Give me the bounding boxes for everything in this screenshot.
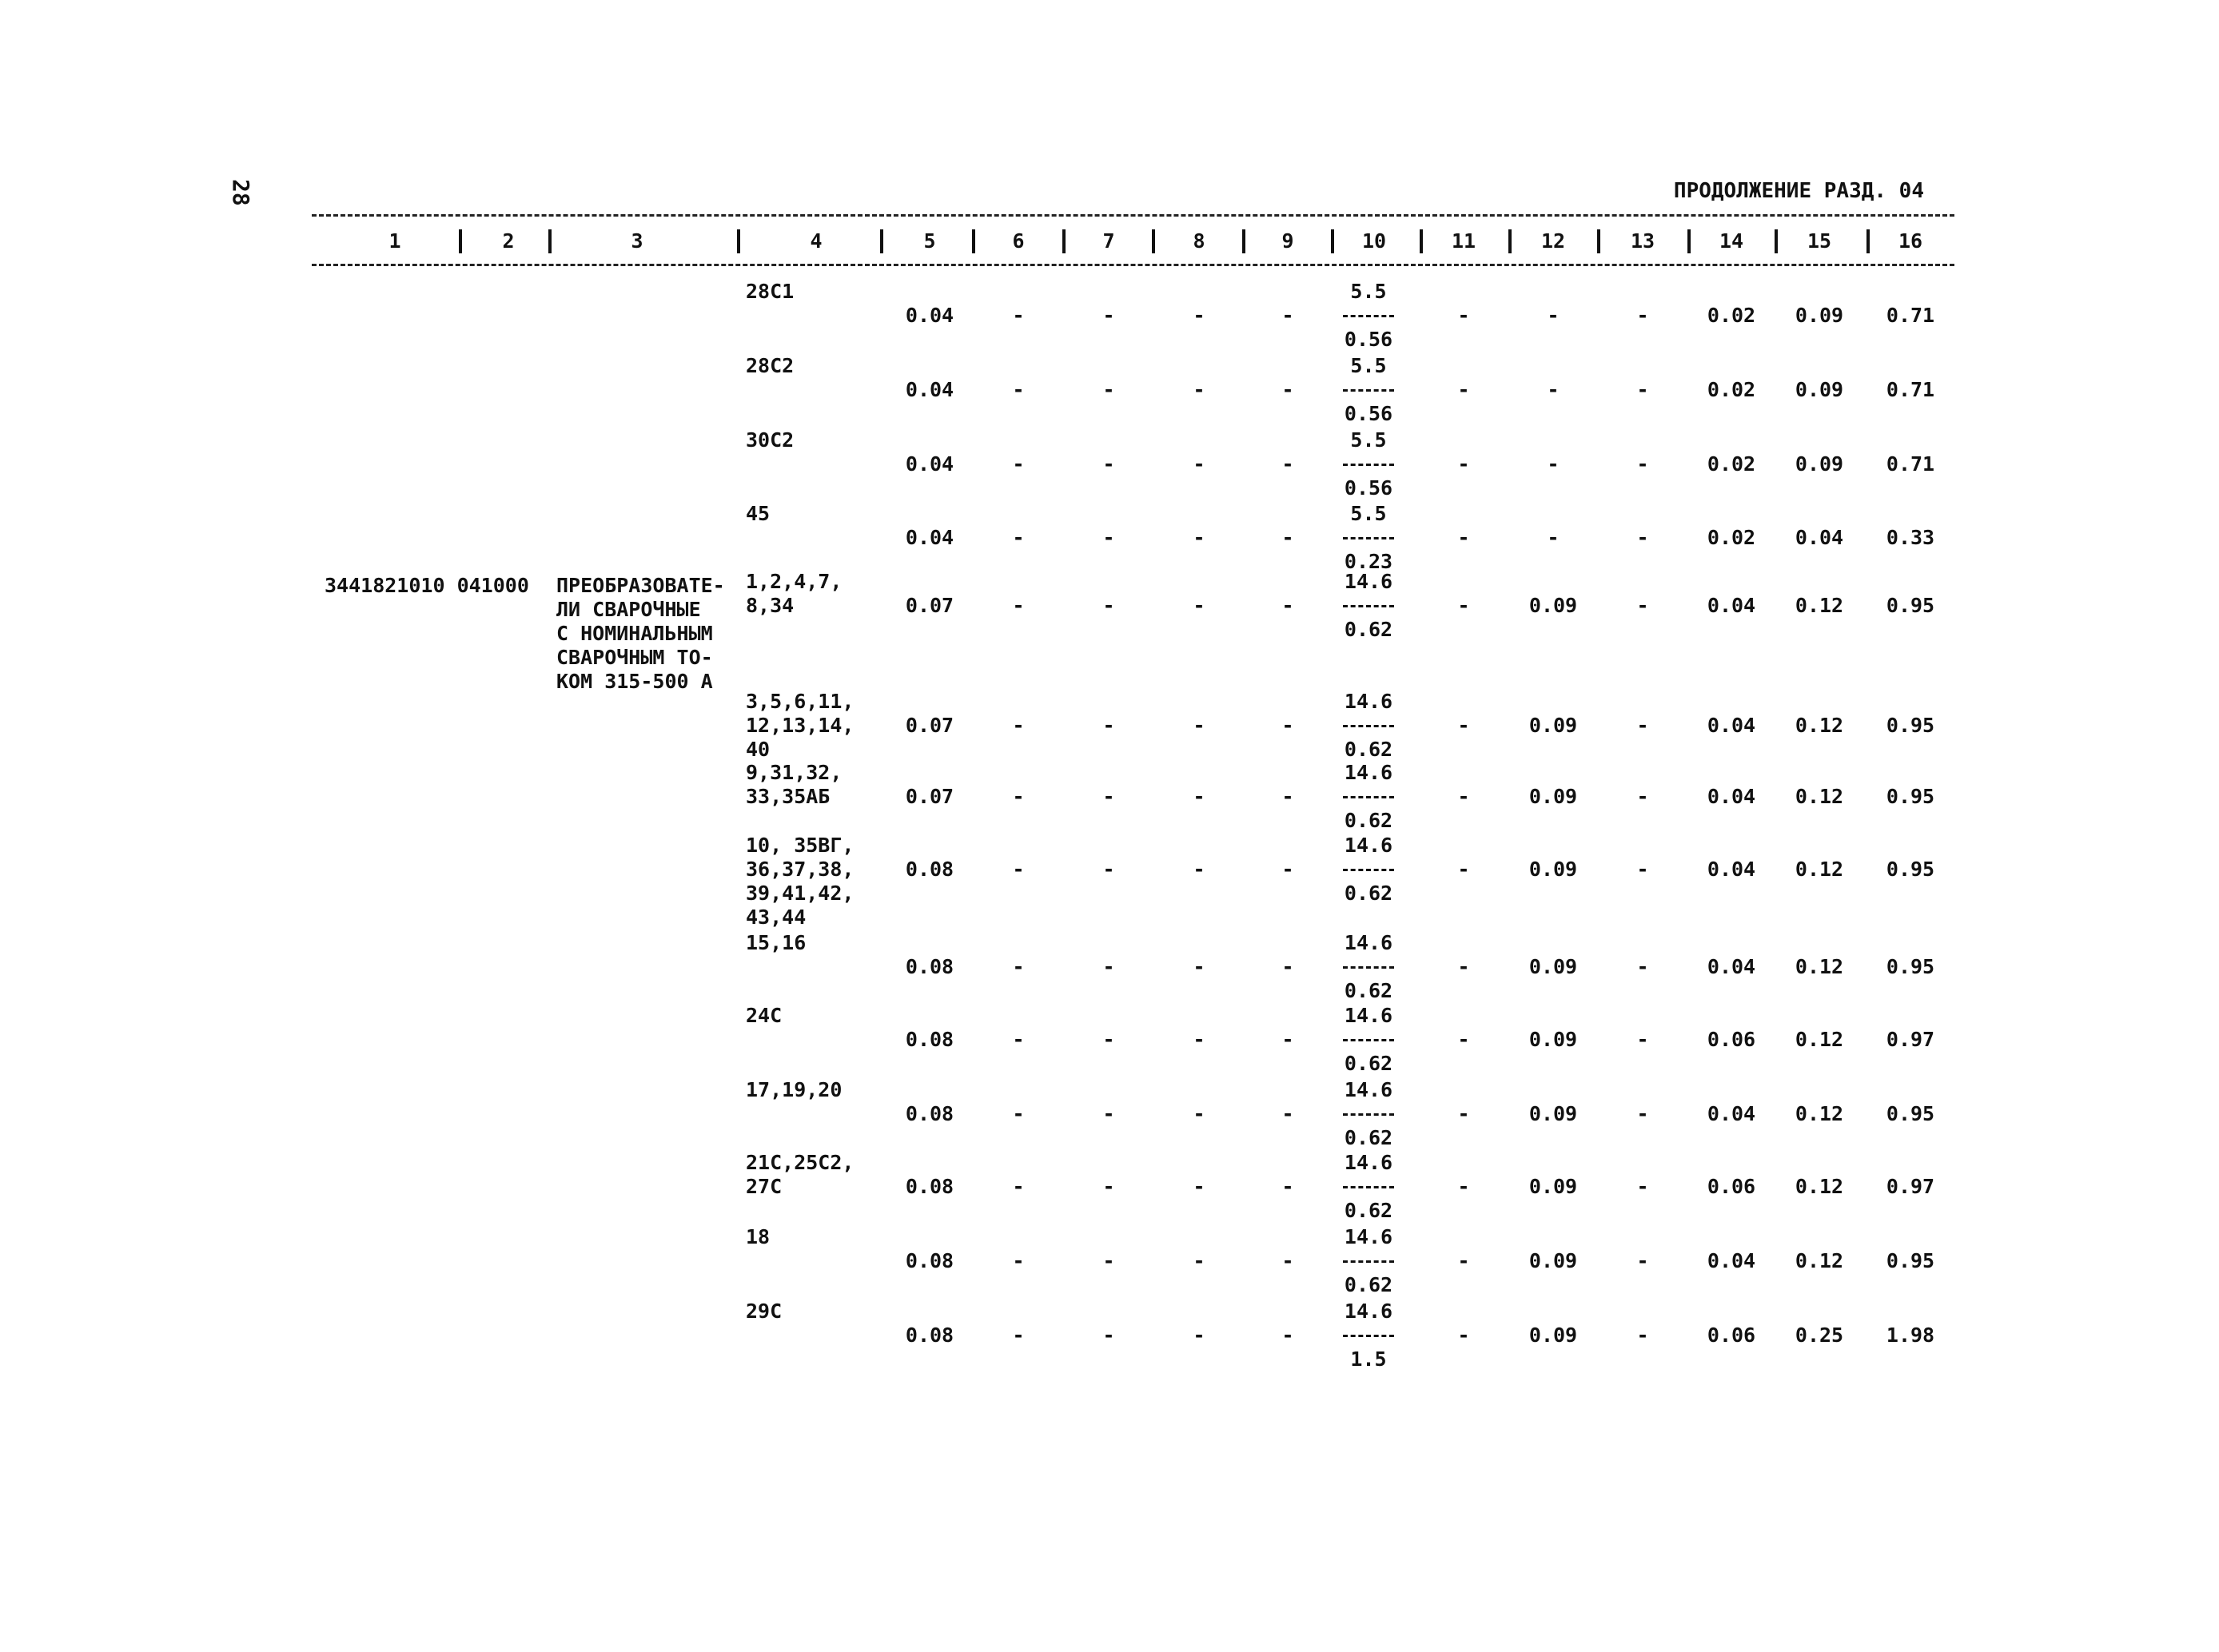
cell-col6: -: [1012, 955, 1025, 978]
cell-col5: 0.07: [905, 785, 954, 808]
cell-col15: 0.09: [1795, 378, 1844, 401]
column-header: 4: [810, 229, 823, 253]
column-header: 11: [1451, 229, 1476, 253]
fraction-denominator: 0.56: [1344, 402, 1393, 425]
cell-col5: 0.04: [905, 526, 954, 549]
fraction-denominator: 0.62: [1344, 979, 1393, 1002]
cell-col9: -: [1281, 526, 1294, 549]
cell-col11: -: [1457, 955, 1470, 978]
row-type-label: 9,31,32,: [746, 761, 843, 784]
column-header: 13: [1630, 229, 1655, 253]
cell-col8: -: [1193, 785, 1205, 808]
cell-col15: 0.12: [1795, 1249, 1844, 1272]
cell-col10-fraction: [1340, 428, 1397, 500]
fraction-bar: [1340, 1028, 1397, 1052]
cell-col14: 0.04: [1707, 785, 1756, 808]
cell-col5: 0.08: [905, 1175, 954, 1198]
cell-col14: 0.04: [1707, 594, 1756, 617]
cell-col5: 0.08: [905, 955, 954, 978]
column-separator: [737, 229, 740, 253]
cell-col11: -: [1457, 1324, 1470, 1347]
cell-col13: -: [1636, 1028, 1649, 1051]
group-name-line: С НОМИНАЛЬНЫМ: [556, 622, 713, 645]
cell-col11: -: [1457, 378, 1470, 401]
cell-col11: -: [1457, 452, 1470, 476]
cell-col12: 0.09: [1528, 714, 1578, 737]
cell-col8: -: [1193, 1324, 1205, 1347]
cell-col8: -: [1193, 594, 1205, 617]
column-separator: [1775, 229, 1778, 253]
fraction-numerator: 5.5: [1350, 502, 1387, 525]
cell-col15: 0.12: [1795, 1175, 1844, 1198]
cell-col6: -: [1012, 1324, 1025, 1347]
column-separator: [880, 229, 883, 253]
fraction-denominator: 0.62: [1344, 1126, 1393, 1149]
cell-col16: 0.33: [1886, 526, 1935, 549]
cell-col7: -: [1102, 1028, 1115, 1051]
fraction-denominator: 0.62: [1344, 1052, 1393, 1075]
cell-col13: -: [1636, 378, 1649, 401]
cell-col14: 0.06: [1707, 1028, 1756, 1051]
cell-col6: -: [1012, 714, 1025, 737]
fraction-denominator: 0.62: [1344, 1199, 1393, 1222]
column-header: 7: [1102, 229, 1115, 253]
fraction-denominator: 0.56: [1344, 328, 1393, 351]
cell-col9: -: [1281, 1324, 1294, 1347]
row-type-label: 15,16: [746, 931, 807, 954]
fraction-bar: [1340, 858, 1397, 882]
cell-col13: -: [1636, 858, 1649, 881]
column-header: 3: [631, 229, 643, 253]
cell-col11: -: [1457, 1175, 1470, 1198]
cell-col7: -: [1102, 304, 1115, 327]
cell-col15: 0.25: [1795, 1324, 1844, 1347]
cell-col10-fraction: [1340, 761, 1397, 833]
column-separator: [1508, 229, 1512, 253]
cell-col12: 0.09: [1528, 1175, 1578, 1198]
cell-col6: -: [1012, 304, 1025, 327]
cell-col15: 0.04: [1795, 526, 1844, 549]
cell-col10-fraction: [1340, 1151, 1397, 1223]
cell-col9: -: [1281, 858, 1294, 881]
row-type-label: 21С,25С2,: [746, 1151, 855, 1174]
cell-col13: -: [1636, 785, 1649, 808]
fraction-numerator: 14.6: [1344, 1004, 1393, 1027]
cell-col14: 0.04: [1707, 1102, 1756, 1125]
section-title: ПРОДОЛЖЕНИЕ РАЗД. 04: [1673, 179, 1924, 203]
group-name-line: КОМ 315-500 А: [556, 670, 713, 693]
cell-col8: -: [1193, 1175, 1205, 1198]
cell-col16: 0.95: [1886, 1249, 1935, 1272]
cell-col10-fraction: [1340, 280, 1397, 352]
cell-col10-fraction: [1340, 1300, 1397, 1371]
cell-col16: 0.95: [1886, 594, 1935, 617]
row-type-label: 36,37,38,: [746, 858, 855, 881]
column-separator: [972, 229, 975, 253]
cell-col13: -: [1636, 304, 1649, 327]
fraction-bar: [1340, 1249, 1397, 1273]
cell-col14: 0.02: [1707, 378, 1756, 401]
fraction-numerator: 14.6: [1344, 1151, 1393, 1174]
row-type-label: 8,34: [746, 594, 795, 617]
fraction-bar: [1340, 526, 1397, 550]
cell-col15: 0.12: [1795, 594, 1844, 617]
cell-col8: -: [1193, 1102, 1205, 1125]
cell-col6: -: [1012, 1249, 1025, 1272]
row-type-label: 24С: [746, 1004, 783, 1027]
cell-col11: -: [1457, 594, 1470, 617]
cell-col15: 0.12: [1795, 1102, 1844, 1125]
fraction-numerator: 14.6: [1344, 1078, 1393, 1101]
cell-col9: -: [1281, 1249, 1294, 1272]
row-type-label: 40: [746, 738, 771, 761]
column-header: 15: [1807, 229, 1832, 253]
fraction-bar: [1340, 452, 1397, 476]
fraction-numerator: 14.6: [1344, 1225, 1393, 1248]
cell-col11: -: [1457, 1249, 1470, 1272]
fraction-numerator: 5.5: [1350, 280, 1387, 303]
cell-col9: -: [1281, 594, 1294, 617]
cell-col16: 0.95: [1886, 955, 1935, 978]
cell-col12: 0.09: [1528, 1102, 1578, 1125]
fraction-denominator: 0.62: [1344, 738, 1393, 761]
fraction-bar: [1340, 304, 1397, 328]
cell-col5: 0.08: [905, 1249, 954, 1272]
cell-col16: 0.97: [1886, 1028, 1935, 1051]
cell-col11: -: [1457, 858, 1470, 881]
column-header: 5: [923, 229, 936, 253]
cell-col12: 0.09: [1528, 955, 1578, 978]
cell-col13: -: [1636, 955, 1649, 978]
cell-col5: 0.04: [905, 452, 954, 476]
cell-col15: 0.12: [1795, 714, 1844, 737]
row-type-label: 3,5,6,11,: [746, 690, 855, 713]
fraction-numerator: 14.6: [1344, 690, 1393, 713]
cell-col10-fraction: [1340, 834, 1397, 906]
row-type-label: 33,35АБ: [746, 785, 831, 808]
row-type-label: 30С2: [746, 428, 795, 452]
cell-col15: 0.09: [1795, 452, 1844, 476]
cell-col15: 0.12: [1795, 955, 1844, 978]
fraction-bar: [1340, 714, 1397, 738]
row-type-label: 10, 35ВГ,: [746, 834, 855, 857]
cell-col6: -: [1012, 594, 1025, 617]
fraction-denominator: 0.23: [1344, 550, 1393, 573]
cell-col12: 0.09: [1528, 594, 1578, 617]
cell-col7: -: [1102, 1249, 1115, 1272]
column-header: 9: [1281, 229, 1294, 253]
column-header: 14: [1719, 229, 1744, 253]
cell-col7: -: [1102, 1102, 1115, 1125]
cell-col11: -: [1457, 714, 1470, 737]
cell-col7: -: [1102, 526, 1115, 549]
fraction-denominator: 0.56: [1344, 476, 1393, 500]
cell-col11: -: [1457, 785, 1470, 808]
row-type-label: 1,2,4,7,: [746, 570, 843, 593]
column-separator: [1331, 229, 1334, 253]
cell-col9: -: [1281, 1175, 1294, 1198]
cell-col8: -: [1193, 526, 1205, 549]
cell-col5: 0.08: [905, 858, 954, 881]
cell-col12: -: [1547, 378, 1560, 401]
cell-col13: -: [1636, 1175, 1649, 1198]
row-type-label: 17,19,20: [746, 1078, 843, 1101]
fraction-denominator: 0.62: [1344, 618, 1393, 641]
cell-col8: -: [1193, 858, 1205, 881]
cell-col16: 0.95: [1886, 858, 1935, 881]
cell-col11: -: [1457, 304, 1470, 327]
row-type-label: 12,13,14,: [746, 714, 855, 737]
fraction-bar: [1340, 594, 1397, 618]
cell-col13: -: [1636, 1324, 1649, 1347]
cell-col8: -: [1193, 955, 1205, 978]
column-separator: [1420, 229, 1423, 253]
cell-col5: 0.07: [905, 594, 954, 617]
fraction-bar: [1340, 1102, 1397, 1126]
group-name-line: СВАРОЧНЫМ ТО-: [556, 646, 713, 669]
cell-col7: -: [1102, 785, 1115, 808]
cell-col9: -: [1281, 785, 1294, 808]
fraction-numerator: 14.6: [1344, 570, 1393, 593]
column-header: 10: [1361, 229, 1387, 253]
column-separator: [548, 229, 552, 253]
cell-col16: 0.95: [1886, 785, 1935, 808]
cell-col7: -: [1102, 1324, 1115, 1347]
cell-col16: 0.71: [1886, 452, 1935, 476]
cell-col14: 0.04: [1707, 858, 1756, 881]
cell-col13: -: [1636, 526, 1649, 549]
column-separator: [1866, 229, 1870, 253]
cell-col9: -: [1281, 714, 1294, 737]
cell-col12: 0.09: [1528, 1249, 1578, 1272]
cell-col6: -: [1012, 785, 1025, 808]
cell-col7: -: [1102, 378, 1115, 401]
fraction-numerator: 5.5: [1350, 354, 1387, 377]
cell-col6: -: [1012, 1175, 1025, 1198]
cell-col14: 0.06: [1707, 1324, 1756, 1347]
cell-col8: -: [1193, 452, 1205, 476]
cell-col7: -: [1102, 714, 1115, 737]
cell-col10-fraction: [1340, 690, 1397, 762]
cell-col8: -: [1193, 304, 1205, 327]
cell-col11: -: [1457, 1102, 1470, 1125]
fraction-numerator: 5.5: [1350, 428, 1387, 452]
cell-col6: -: [1012, 1028, 1025, 1051]
cell-col16: 1.98: [1886, 1324, 1935, 1347]
cell-col12: 0.09: [1528, 785, 1578, 808]
cell-col6: -: [1012, 452, 1025, 476]
cell-col16: 0.71: [1886, 378, 1935, 401]
cell-col7: -: [1102, 858, 1115, 881]
cell-col6: -: [1012, 526, 1025, 549]
row-type-label: 18: [746, 1225, 771, 1248]
group-name-line: ЛИ СВАРОЧНЫЕ: [556, 598, 701, 621]
cell-col9: -: [1281, 955, 1294, 978]
column-separator: [459, 229, 462, 253]
cell-col13: -: [1636, 1102, 1649, 1125]
cell-col14: 0.04: [1707, 1249, 1756, 1272]
fraction-numerator: 14.6: [1344, 834, 1393, 857]
cell-col11: -: [1457, 526, 1470, 549]
row-type-label: 43,44: [746, 906, 807, 929]
cell-col5: 0.08: [905, 1102, 954, 1125]
cell-col12: -: [1547, 526, 1560, 549]
page-number: 28: [228, 179, 254, 206]
column-separator: [1687, 229, 1691, 253]
fraction-bar: [1340, 1324, 1397, 1347]
cell-col12: 0.09: [1528, 858, 1578, 881]
column-separator: [1062, 229, 1066, 253]
group-name-line: ПРЕОБРАЗОВАТЕ-: [556, 574, 725, 597]
cell-col6: -: [1012, 858, 1025, 881]
column-header: 1: [388, 229, 401, 253]
row-type-label: 39,41,42,: [746, 882, 855, 905]
cell-col11: -: [1457, 1028, 1470, 1051]
cell-col5: 0.04: [905, 378, 954, 401]
cell-col9: -: [1281, 1102, 1294, 1125]
row-type-label: 28С2: [746, 354, 795, 377]
cell-col5: 0.08: [905, 1324, 954, 1347]
cell-col5: 0.08: [905, 1028, 954, 1051]
cell-col12: -: [1547, 452, 1560, 476]
fraction-denominator: 0.62: [1344, 809, 1393, 832]
row-type-label: 29С: [746, 1300, 783, 1323]
cell-col7: -: [1102, 452, 1115, 476]
fraction-denominator: 0.62: [1344, 1273, 1393, 1296]
cell-col10-fraction: [1340, 931, 1397, 1003]
cell-col15: 0.12: [1795, 1028, 1844, 1051]
column-separator: [1152, 229, 1155, 253]
fraction-bar: [1340, 955, 1397, 979]
cell-col5: 0.04: [905, 304, 954, 327]
column-header: 2: [502, 229, 515, 253]
cell-col7: -: [1102, 1175, 1115, 1198]
fraction-bar: [1340, 1175, 1397, 1199]
cell-col6: -: [1012, 1102, 1025, 1125]
fraction-bar: [1340, 785, 1397, 809]
cell-col14: 0.02: [1707, 452, 1756, 476]
cell-col10-fraction: [1340, 1225, 1397, 1297]
cell-col10-fraction: [1340, 354, 1397, 426]
cell-col10-fraction: [1340, 502, 1397, 574]
cell-col7: -: [1102, 594, 1115, 617]
cell-col14: 0.02: [1707, 526, 1756, 549]
column-header: 8: [1193, 229, 1205, 253]
fraction-denominator: 0.62: [1344, 882, 1393, 905]
cell-col13: -: [1636, 714, 1649, 737]
cell-col13: -: [1636, 452, 1649, 476]
cell-col10-fraction: [1340, 1078, 1397, 1150]
column-separator: [1242, 229, 1245, 253]
cell-col16: 0.95: [1886, 1102, 1935, 1125]
fraction-bar: [1340, 378, 1397, 402]
cell-col12: -: [1547, 304, 1560, 327]
cell-col7: -: [1102, 955, 1115, 978]
cell-col15: 0.12: [1795, 785, 1844, 808]
cell-col9: -: [1281, 378, 1294, 401]
cell-col16: 0.97: [1886, 1175, 1935, 1198]
cell-col14: 0.04: [1707, 955, 1756, 978]
cell-col8: -: [1193, 714, 1205, 737]
cell-col10-fraction: [1340, 1004, 1397, 1076]
fraction-numerator: 14.6: [1344, 1300, 1393, 1323]
cell-col16: 0.95: [1886, 714, 1935, 737]
cell-col8: -: [1193, 378, 1205, 401]
cell-col15: 0.09: [1795, 304, 1844, 327]
cell-col8: -: [1193, 1028, 1205, 1051]
column-header: 6: [1012, 229, 1025, 253]
cell-col15: 0.12: [1795, 858, 1844, 881]
cell-col9: -: [1281, 452, 1294, 476]
column-header: 12: [1540, 229, 1566, 253]
row-type-label: 28С1: [746, 280, 795, 303]
cell-col10-fraction: [1340, 570, 1397, 642]
table-top-rule: [312, 214, 1954, 217]
cell-col13: -: [1636, 1249, 1649, 1272]
group-code: 3441821010 041000: [325, 574, 529, 597]
cell-col5: 0.07: [905, 714, 954, 737]
cell-col14: 0.04: [1707, 714, 1756, 737]
cell-col12: 0.09: [1528, 1028, 1578, 1051]
cell-col16: 0.71: [1886, 304, 1935, 327]
fraction-numerator: 14.6: [1344, 931, 1393, 954]
cell-col9: -: [1281, 1028, 1294, 1051]
cell-col9: -: [1281, 304, 1294, 327]
row-type-label: 45: [746, 502, 771, 525]
cell-col13: -: [1636, 594, 1649, 617]
cell-col14: 0.06: [1707, 1175, 1756, 1198]
column-header: 16: [1898, 229, 1923, 253]
column-separator: [1597, 229, 1600, 253]
cell-col8: -: [1193, 1249, 1205, 1272]
fraction-numerator: 14.6: [1344, 761, 1393, 784]
table-header-rule: [312, 264, 1954, 266]
cell-col14: 0.02: [1707, 304, 1756, 327]
cell-col6: -: [1012, 378, 1025, 401]
fraction-denominator: 1.5: [1350, 1347, 1387, 1371]
row-type-label: 27С: [746, 1175, 783, 1198]
cell-col12: 0.09: [1528, 1324, 1578, 1347]
